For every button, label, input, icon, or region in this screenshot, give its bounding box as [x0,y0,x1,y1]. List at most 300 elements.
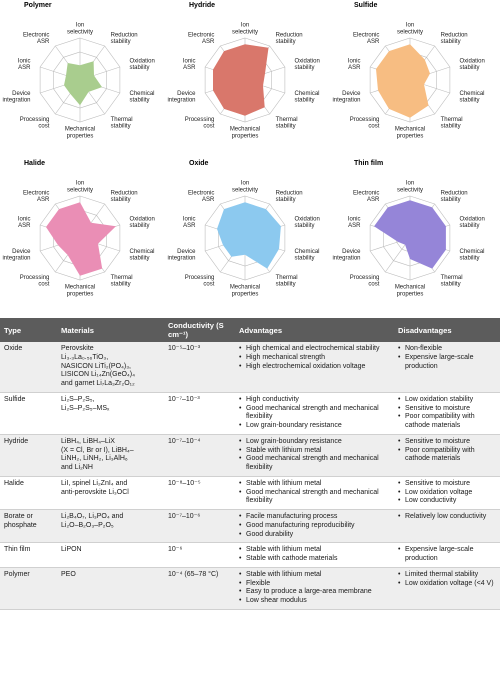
radar-polymer [2,2,154,139]
advantage-item: • Low shear modulus [246,597,390,606]
radar-axis-label-line: Chemical [459,248,485,255]
radar-axis-label-line: ASR [37,39,50,46]
table-row [0,342,500,392]
radar-axis-label-line: cost [38,281,50,288]
electrolyte-comparison-table [0,318,500,610]
radar-axis-label [276,117,298,130]
radar-axis-label-line: Thermal [275,116,298,123]
cell-advantages [235,510,394,543]
cell-type: Halide [0,476,57,509]
radar-axis-label-line: Reduction [440,190,468,197]
advantage-item: • Good mechanical strength and mechanical flexibility [246,489,390,507]
radar-axis-label-line: Ion [405,180,415,187]
radar-axis-label-line: Thermal [440,116,463,123]
radar-axis-label [332,91,361,104]
disadvantage-item: • Limited thermal stability [405,571,496,580]
material-line: PEO [61,570,76,578]
cell-disadvantages [394,342,500,392]
radar-axis-label-line: cost [203,123,215,130]
radar-axis-label-line: stability [294,65,315,72]
cell-materials [57,567,164,609]
cell-materials [57,342,164,392]
advantage-item: • Good mechanical strength and mechanical flexibility [246,455,390,473]
radar-axis-label-line: Electronic [353,190,380,197]
disadvantage-item: • Expensive large-scale production [405,546,496,564]
radar-axis-label-line: ASR [183,65,196,72]
cell-type: Thin film [0,543,57,568]
radar-axis-label [232,23,258,36]
table-row [0,510,500,543]
cell-disadvantages [394,476,500,509]
table-row [0,567,500,609]
radar-axis-label-line: cost [203,281,215,288]
advantage-item: • Flexible [246,580,390,589]
radar-axis-label-line: Ion [75,22,85,29]
radar-axis-label [18,59,31,72]
advantage-item: • Low grain-boundary resistance [246,422,390,431]
radar-axis-label-line: cost [38,123,50,130]
radar-axis-label-line: Device [342,248,361,255]
radar-axis-label-line: properties [396,133,424,140]
radar-axis-label [111,33,138,46]
radar-data-area [46,202,116,275]
header-materials: Materials [57,318,164,342]
radar-axis-label [111,275,133,288]
material-line: LiPON [61,546,82,554]
radar-axis-label-line: selectivity [231,187,259,194]
advantages-list [239,438,390,473]
cell-conductivity: 10⁻⁴ (65–78 °C) [164,567,235,609]
cell-type: Polymer [0,567,57,609]
radar-axis-label-line: Chemical [129,248,155,255]
radar-axis-label [460,59,485,72]
radar-title: Hydride [189,2,216,9]
advantages-list [239,396,390,431]
radar-axis-label [441,275,463,288]
radar-axis-label-line: stability [110,39,131,46]
radar-axis-label-line: Ionic [17,58,31,65]
radar-axis-label-line: Electronic [353,32,380,39]
radar-axis-label-line: integration [332,97,361,104]
radar-axis-label [460,91,485,104]
radar-axis-label [348,59,361,72]
cell-disadvantages [394,434,500,476]
radar-axis-label [332,249,361,262]
radar-axis-label-line: Mechanical [229,126,261,133]
radar-axis-label-line: Ionic [182,58,196,65]
radar-axis-label-line: stability [459,255,480,262]
advantage-item: • High conductivity [246,396,390,405]
radar-axis-label-line: ASR [367,39,380,46]
radar-title: Thin film [354,160,384,167]
radar-axis-label-line: Ion [75,180,85,187]
radar-axis-label-line: Oxidation [294,216,320,223]
radar-data-area [374,200,446,268]
radar-axis-label-line: Reduction [440,32,468,39]
radar-axis-label-line: Processing [19,116,50,123]
radar-axis-label [395,127,425,140]
disadvantages-list [398,345,496,371]
radar-axis-label-line: properties [231,133,259,140]
radar-axis-label-line: ASR [183,223,196,230]
radar-axis-label-line: stability [129,223,150,230]
radar-axis-label [276,275,298,288]
radar-axis-label [183,59,196,72]
radar-axis-label [130,217,155,230]
radar-axis-label-line: selectivity [396,29,424,36]
radar-axis-label-line: properties [66,291,94,298]
radar-axis-label-line: stability [440,281,461,288]
cell-advantages [235,567,394,609]
material-line: Li₂S–P₂S₅–MSₓ [61,404,110,412]
radar-axis-label-line: ASR [348,223,361,230]
radar-axis-label-line: selectivity [396,187,424,194]
radar-axis-label-line: Processing [184,274,215,281]
material-line: LISICON Li₁₄Zn(GeO₄)₄ [61,371,135,379]
cell-materials [57,510,164,543]
cell-materials [57,434,164,476]
radar-hydride [167,2,319,139]
radar-axis-label-line: stability [440,39,461,46]
radar-axis-label-line: stability [129,255,150,262]
header-conductivity: Conductivity (S cm⁻¹) [164,318,235,342]
radar-axis-label [230,127,260,140]
radar-axis-label [2,91,31,104]
advantages-list [239,546,390,564]
radar-axis-label [350,117,380,130]
cell-materials [57,476,164,509]
radar-axis-label [23,33,50,46]
radar-axis-label [230,285,260,298]
cell-type: Borate or phosphate [0,510,57,543]
radar-axis-label-line: stability [440,197,461,204]
radar-data-area [64,61,102,105]
cell-conductivity: 10⁻⁷–10⁻⁴ [164,434,235,476]
radar-axis-label-line: Reduction [275,32,303,39]
advantage-item: • Low grain-boundary resistance [246,438,390,447]
radar-axis-label [348,217,361,230]
radar-axis-label-line: Ionic [182,216,196,223]
radar-axis-label-line: Device [342,90,361,97]
disadvantage-item: • Expensive large-scale production [405,354,496,372]
radar-data-area [376,44,430,118]
advantage-item: • Stable with lithium metal [246,546,390,555]
disadvantage-item: • Low oxidation stability [405,396,496,405]
radar-axis-label [185,117,215,130]
disadvantages-list [398,571,496,589]
cell-conductivity: 10⁻⁶ [164,543,235,568]
disadvantage-item: • Low oxidation voltage [405,489,496,498]
radar-axis-label [460,217,485,230]
cell-disadvantages [394,392,500,434]
radar-axis-label-line: Ionic [17,216,31,223]
cell-type: Sulfide [0,392,57,434]
radar-axis-label [295,59,320,72]
radar-axis-label-line: stability [110,123,131,130]
disadvantage-item: • Sensitive to moisture [405,480,496,489]
radar-axis-label [397,181,423,194]
advantage-item: • High electrochemical oxidation voltage [246,363,390,372]
radar-axis-label [188,33,215,46]
radar-axis-label-line: Oxidation [129,58,155,65]
disadvantage-item: • Relatively low conductivity [405,513,496,522]
radar-axis-label [23,191,50,204]
radar-oxide [167,160,319,297]
radar-axis-label-line: stability [129,65,150,72]
material-line: LiBH₄, LiBH₄–LiX [61,437,115,445]
radar-axis-label [185,275,215,288]
radar-axis-label-line: stability [275,123,296,130]
cell-materials [57,392,164,434]
disadvantage-item: • Low oxidation voltage (<4 V) [405,580,496,589]
cell-advantages [235,342,394,392]
radar-axis-label-line: ASR [202,197,215,204]
radar-axis-label-line: stability [294,223,315,230]
radar-axis-label-line: Thermal [110,274,133,281]
disadvantage-item: • Sensitive to moisture [405,405,496,414]
radar-axis-label [67,23,93,36]
cell-advantages [235,543,394,568]
radar-axis-label [188,191,215,204]
cell-type: Oxide [0,342,57,392]
radar-axis-label-line: stability [110,197,131,204]
radar-axis-label [460,249,485,262]
radar-axis-label [111,117,133,130]
radar-axis-label-line: Thermal [110,116,133,123]
radar-axis-label-line: selectivity [66,187,94,194]
radar-axis-label-line: stability [129,97,150,104]
electrolyte-table-panel [0,318,500,686]
cell-advantages [235,434,394,476]
disadvantage-item: • Low conductivity [405,497,496,506]
cell-conductivity: 10⁻⁸–10⁻⁵ [164,476,235,509]
radar-axis-label-line: ASR [18,223,31,230]
radar-axis-label [130,91,155,104]
radar-thin-film [332,160,484,297]
radar-sulfide [332,2,484,139]
disadvantage-item: • Poor compatibility with cathode materials [405,413,496,431]
radar-axis-label [276,33,303,46]
material-line: Perovskite [61,345,94,352]
advantages-list [239,345,390,371]
radar-axis-label-line: Mechanical [64,284,96,291]
radar-axis-label-line: selectivity [231,29,259,36]
advantage-item: • High mechanical strength [246,354,390,363]
radar-axis-label-line: Oxidation [459,216,485,223]
header-disadvantages: Disadvantages [394,318,500,342]
radar-axis-label [295,91,320,104]
radar-axis-label-line: Chemical [129,90,155,97]
radar-axis-label-line: stability [294,97,315,104]
radar-axis-label-line: stability [294,255,315,262]
radar-axis-label-line: Reduction [110,32,138,39]
radar-axis-label-line: Electronic [188,190,215,197]
material-line: and garnet Li₇La₃Zr₂O₁₂ [61,380,135,387]
radar-halide [2,160,154,297]
radar-axis-label-line: Device [177,248,196,255]
radar-axis-label [18,217,31,230]
material-line: (X = Cl, Br or I), LiBH₄– [61,446,134,454]
cell-disadvantages [394,510,500,543]
radar-axis-label-line: Processing [184,116,215,123]
radar-axis-label-line: selectivity [66,29,94,36]
material-line: Li₂O–B₂O₃–P₂O₅ [61,521,114,529]
radar-axis-label-line: Chemical [294,90,320,97]
radar-axis-label-line: Device [12,248,31,255]
radar-axis-label [350,275,380,288]
radar-axis-label [130,59,155,72]
cell-advantages [235,392,394,434]
radar-axis-label-line: properties [231,291,259,298]
radar-axis-label [65,127,95,140]
radar-axis-label [441,33,468,46]
radar-axis-label [2,249,31,262]
advantage-item: • Stable with lithium metal [246,480,390,489]
radar-axis-label [183,217,196,230]
advantage-item: • Facile manufacturing process [246,513,390,522]
disadvantages-list [398,513,496,522]
header-type: Type [0,318,57,342]
radar-axis-label-line: stability [275,281,296,288]
table-row [0,434,500,476]
disadvantages-list [398,396,496,431]
radar-axis-label-line: Thermal [440,274,463,281]
radar-title: Polymer [24,2,52,9]
advantage-item: • Good mechanical strength and mechanical flexibility [246,405,390,423]
cell-advantages [235,476,394,509]
radar-axis-label-line: integration [167,255,196,262]
material-line: Li₃.₃La₀.₅₆TiO₃, [61,353,109,361]
radar-axis-label-line: Mechanical [394,126,426,133]
radar-axis-label-line: Ion [240,180,250,187]
radar-axis-label-line: stability [275,197,296,204]
table-row [0,543,500,568]
table-header-row [0,318,500,342]
radar-axis-label-line: Oxidation [129,216,155,223]
radar-axis-label-line: Processing [349,116,380,123]
table-row [0,392,500,434]
radar-axis-label-line: Ionic [347,58,361,65]
cell-conductivity: 10⁻⁵–10⁻³ [164,342,235,392]
radar-axis-label [353,191,380,204]
radar-axis-label [232,181,258,194]
advantage-item: • Good manufacturing reproducibility [246,522,390,531]
radar-axis-label-line: Ion [240,22,250,29]
material-line: LiNH₂, LiNH₂, Li₃AlH₆ [61,455,128,463]
radar-axis-label [295,217,320,230]
radar-axis-label-line: stability [459,223,480,230]
disadvantage-item: • Sensitive to moisture [405,438,496,447]
advantages-list [239,480,390,506]
radar-data-area [217,202,281,268]
radar-axis-label-line: Device [12,90,31,97]
radar-axis-label [111,191,138,204]
radar-axis-label-line: Chemical [294,248,320,255]
header-advantages: Advantages [235,318,394,342]
cell-disadvantages [394,543,500,568]
advantage-item: • Easy to produce a large-area membrane [246,588,390,597]
advantage-item: • Good durability [246,531,390,540]
material-line: LiI, spinel Li₂ZnI₄ and [61,479,128,487]
radar-axis-label [295,249,320,262]
advantage-item: • Stable with lithium metal [246,571,390,580]
radar-title: Sulfide [354,2,378,9]
radar-axis-label [276,191,303,204]
radar-axis-label-line: Device [177,90,196,97]
radar-axis-label-line: Electronic [188,32,215,39]
radar-axis-label-line: cost [368,123,380,130]
radar-axis-label-line: ASR [348,65,361,72]
radar-axis-label-line: integration [2,255,31,262]
material-line: and Li₂NH [61,464,93,471]
radar-axis-label-line: Mechanical [229,284,261,291]
radar-axis-label [20,275,50,288]
radar-axis-label [395,285,425,298]
radar-axis-label-line: Processing [19,274,50,281]
radar-data-area [213,44,269,115]
advantages-list [239,571,390,606]
radar-axis-label-line: cost [368,281,380,288]
radar-axis-label-line: ASR [367,197,380,204]
material-line: Li₂B₄O₇, Li₃PO₄ and [61,513,124,520]
advantages-list [239,513,390,539]
disadvantage-item: • Poor compatibility with cathode materials [405,447,496,465]
radar-axis-label-line: properties [66,133,94,140]
radar-axis-label-line: Ionic [347,216,361,223]
material-line: Li₂S–P₂S₅, [61,395,95,403]
cell-materials [57,543,164,568]
radar-axis-label-line: stability [440,123,461,130]
radar-axis-label-line: stability [275,39,296,46]
cell-type: Hydride [0,434,57,476]
radar-axis-label-line: Oxidation [294,58,320,65]
radar-charts [0,0,500,315]
radar-axis-label-line: Processing [349,274,380,281]
advantage-item: • High chemical and electrochemical stability [246,345,390,354]
material-line: NASICON LiTi₂(PO₄)₃, [61,362,132,370]
radar-axis-label-line: Electronic [23,190,50,197]
disadvantages-list [398,438,496,464]
table-row [0,476,500,509]
radar-charts-panel [0,0,500,315]
material-line: anti-perovskite Li₃OCl [61,488,129,496]
disadvantages-list [398,480,496,506]
radar-axis-label-line: Mechanical [394,284,426,291]
radar-title: Oxide [189,160,209,167]
radar-axis-label-line: Thermal [275,274,298,281]
radar-axis-label-line: ASR [18,65,31,72]
disadvantages-list [398,546,496,564]
radar-axis-label-line: stability [110,281,131,288]
radar-axis-label-line: Reduction [275,190,303,197]
radar-axis-label-line: Electronic [23,32,50,39]
radar-title: Halide [24,160,46,167]
radar-axis-label [167,249,196,262]
advantage-item: • Stable with lithium metal [246,447,390,456]
radar-axis-label-line: Mechanical [64,126,96,133]
radar-axis-label [20,117,50,130]
radar-axis-label [67,181,93,194]
cell-conductivity: 10⁻⁷–10⁻⁶ [164,510,235,543]
radar-axis-label [65,285,95,298]
radar-axis-label-line: integration [167,97,196,104]
radar-axis-label-line: stability [459,65,480,72]
radar-axis-label-line: stability [459,97,480,104]
disadvantage-item: • Non-flexible [405,345,496,354]
radar-axis-label [441,117,463,130]
radar-axis-label-line: ASR [202,39,215,46]
radar-axis-label-line: properties [396,291,424,298]
